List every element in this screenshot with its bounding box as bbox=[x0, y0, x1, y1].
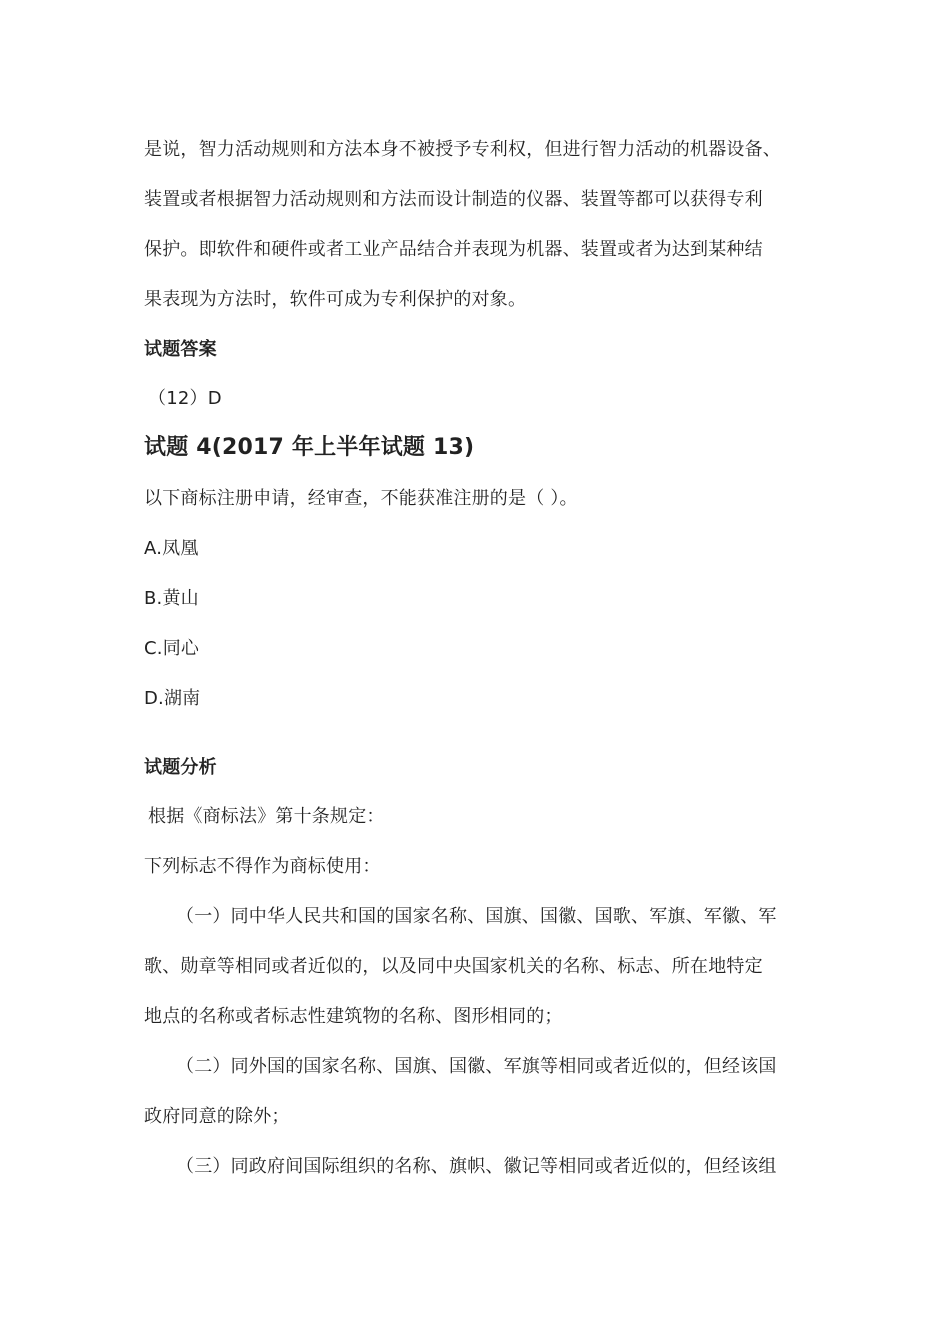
option-d: D.湖南 bbox=[144, 688, 201, 709]
paragraph-line: 保护。即软件和硬件或者工业产品结合并表现为机器、装置或者为达到某种结 bbox=[144, 239, 763, 260]
paragraph-line: 果表现为方法时，软件可成为专利保护的对象。 bbox=[144, 289, 527, 310]
clause-line: （二）同外国的国家名称、国旗、国徽、军旗等相同或者近似的，但经该国 bbox=[176, 1056, 777, 1077]
clause-line: 政府同意的除外； bbox=[144, 1106, 290, 1127]
analysis-subintro: 下列标志不得作为商标使用： bbox=[144, 856, 381, 877]
analysis-intro: 根据《商标法》第十条规定： bbox=[148, 806, 385, 827]
question-stem: 以下商标注册申请，经审查，不能获准注册的是（ ）。 bbox=[144, 488, 578, 509]
option-c: C.同心 bbox=[144, 638, 200, 659]
clause-line: 地点的名称或者标志性建筑物的名称、图形相同的； bbox=[144, 1006, 563, 1027]
paragraph-line: 装置或者根据智力活动规则和方法而设计制造的仪器、装置等都可以获得专利 bbox=[144, 189, 763, 210]
clause-line: （三）同政府间国际组织的名称、旗帜、徽记等相同或者近似的，但经该组 bbox=[176, 1156, 777, 1177]
answer-text: （12）D bbox=[148, 388, 222, 409]
clause-line: （一）同中华人民共和国的国家名称、国旗、国徽、国歌、军旗、军徽、军 bbox=[176, 906, 777, 927]
answer-heading: 试题答案 bbox=[144, 339, 217, 360]
option-b: B.黄山 bbox=[144, 588, 199, 609]
question-title: 试题 4(2017 年上半年试题 13) bbox=[144, 435, 475, 460]
analysis-heading: 试题分析 bbox=[144, 757, 217, 778]
option-a: A.凤凰 bbox=[144, 538, 199, 559]
clause-line: 歌、勋章等相同或者近似的，以及同中央国家机关的名称、标志、所在地特定 bbox=[144, 956, 763, 977]
paragraph-line: 是说，智力活动规则和方法本身不被授予专利权，但进行智力活动的机器设备、 bbox=[144, 139, 781, 160]
